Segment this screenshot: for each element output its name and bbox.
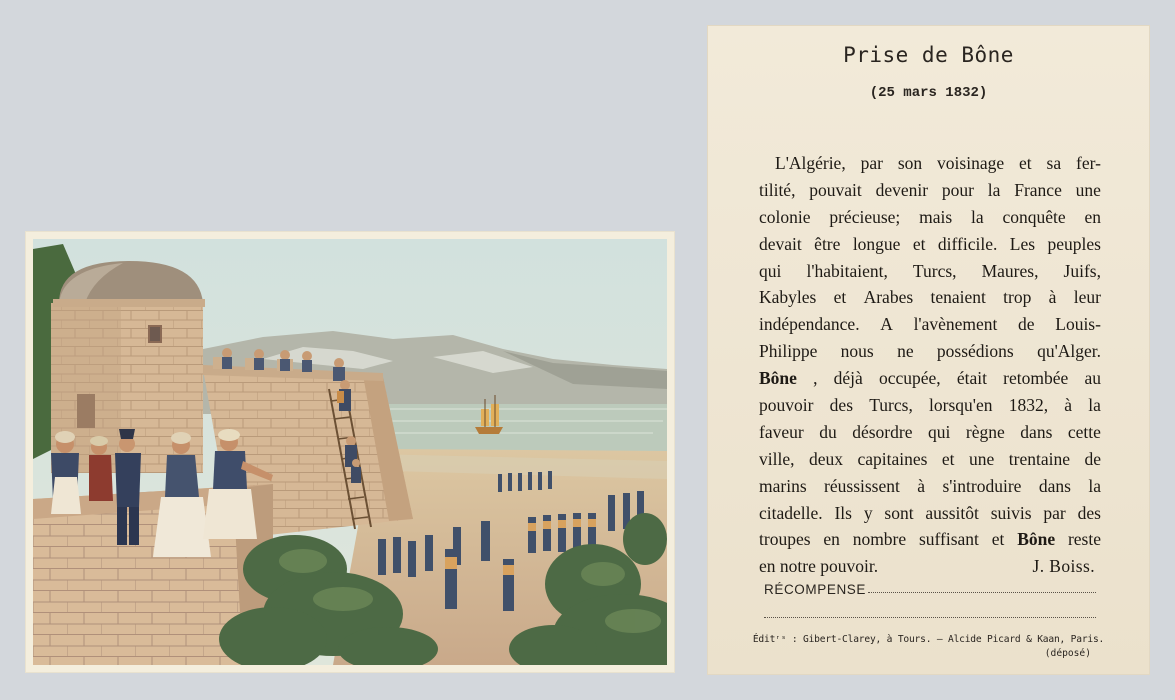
body-line: indépendance. A l'avènement de Louis- xyxy=(759,314,1101,335)
card-body xyxy=(759,150,1101,580)
body-line: pouvoir des Turcs, lorsqu'en 1832, à la xyxy=(759,395,1101,416)
body-line: colonie précieuse; mais la conquête en xyxy=(759,206,1101,227)
body-closing-text: en notre pouvoir. xyxy=(759,556,879,577)
body-line: tilité, pouvait devenir pour la France une xyxy=(759,179,1101,200)
body-line: L'Algérie, par son voisinage et sa fer- xyxy=(775,153,1101,173)
citadel-assault-illustration xyxy=(33,239,667,665)
body-line: troupes en nombre suffisant et Bône reste xyxy=(759,526,1101,553)
illustration-card xyxy=(26,232,674,672)
place-name-bone: Bône xyxy=(759,368,797,389)
place-name-bone: Bône xyxy=(1017,529,1056,550)
body-line: citadelle. Ils y sont aussitôt suivis par des xyxy=(759,502,1101,523)
deposit-note: (déposé) xyxy=(1044,648,1091,659)
award-label: RÉCOMPENSE xyxy=(764,582,867,597)
body-line: marins réussissent à s'introduire dans la xyxy=(759,475,1101,496)
award-dotted-line-2 xyxy=(764,617,1096,618)
award-dotted-line xyxy=(868,592,1096,593)
body-line: Philippe nous ne possédions qu'Alger. xyxy=(759,341,1101,362)
publisher-line: Éditʳˢ : Gibert-Clarey, à Tours. — Alcide Picard & Kaan, Paris. xyxy=(752,634,1105,645)
text-card xyxy=(708,26,1149,674)
body-line: Bône , déjà occupée, était retombée au xyxy=(759,365,1101,392)
body-line: devait être longue et difficile. Les peuples xyxy=(759,233,1101,254)
body-line: Kabyles et Arabes tenaient trop à leur xyxy=(759,287,1101,308)
signature: J. Boiss. xyxy=(1032,556,1095,577)
award-row xyxy=(764,577,1096,597)
body-line: ville, deux capitaines et une trentaine de xyxy=(759,448,1101,469)
card-date: (25 mars 1832) xyxy=(869,85,988,101)
body-line: qui l'habitaient, Turcs, Maures, Juifs, xyxy=(759,260,1101,281)
card-title: Prise de Bône xyxy=(843,43,1014,67)
body-line: faveur du désordre qui règne dans cette xyxy=(759,421,1101,442)
